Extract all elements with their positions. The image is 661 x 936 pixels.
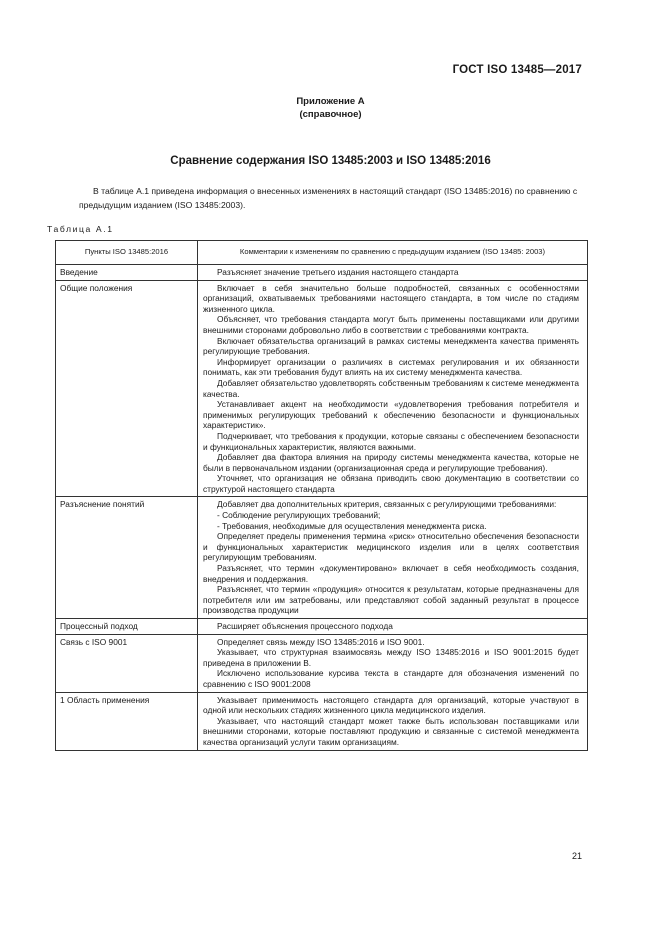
annex-subtitle: (справочное) [299, 109, 362, 120]
comment-paragraph: Добавляет обязательство удовлетворять собственным требованиям к системе менеджмента качества. [203, 377, 579, 399]
comment-paragraph: Включает в себя значительно больше подробностей, связанных с особенностями организаций, охватываемых требованиями настоящего стандарта, в том числе по стадиям жизненного цикла. [203, 282, 579, 314]
comment-paragraph: Объясняет, что требования стандарта могут быть применены поставщиками или другими внешними сторонами добровольно либо в соответствии с требованиями контракта. [203, 314, 579, 335]
comment-paragraph: Расширяет объяснения процессного подхода [217, 621, 393, 631]
header-comments: Комментарии к изменениям по сравнению с предыдущим изданием (ISO 13485: 2003) [198, 241, 588, 265]
comment-paragraph: Добавляет два фактора влияния на природу системы менеджмента качества, которые не были в первоначальном издании (организационная среда и регулирующие требования). [203, 452, 579, 473]
table-row [56, 497, 588, 619]
table-header-row [56, 241, 588, 265]
clause-cell: Введение [56, 265, 198, 281]
comment-paragraph: - Соблюдение регулирующих требований; [217, 510, 381, 521]
intro-paragraph: В таблице А.1 приведена информация о внесенных изменениях в настоящий стандарт (ISO 13485:2016) по сравнению с предыдущим изданием (ISO 13485:2003). [79, 186, 578, 210]
comparison-table [55, 240, 588, 751]
table-row [56, 265, 588, 281]
table-row [56, 619, 588, 635]
comment-paragraph: Информирует организации о различиях в системах регулирования и их обязанности понимать, как эти требования будут влиять на их систему менеджмента качества. [203, 356, 579, 378]
header-clauses: Пункты ISO 13485:2016 [56, 241, 198, 265]
table-row [56, 280, 588, 497]
comment-paragraph: Определяет связь между ISO 13485:2016 и ISO 9001. [217, 636, 425, 647]
table-caption: Таблица А.1 [47, 224, 114, 234]
annex-heading [0, 95, 661, 121]
comments-cell [198, 619, 588, 635]
clause-cell: Связь с ISO 9001 [56, 634, 198, 692]
table-row [56, 692, 588, 750]
comment-paragraph: Указывает применимость настоящего стандарта для организаций, которые участвуют в одной или нескольких стадиях жизненного цикла медицинского изделия. [203, 694, 579, 716]
comment-paragraph: Указывает, что настоящий стандарт может также быть использован поставщиками или внешними сторонами, которые поставляют продукцию и связанные с системой менеджмента качества организаций услуги таким организациям. [203, 715, 579, 747]
comments-cell [198, 265, 588, 281]
section-title: Сравнение содержания ISO 13485:2003 и ISO 13485:2016 [170, 155, 491, 167]
comment-paragraph: Уточняет, что организация не обязана приводить свою документацию в соответствии со структурой настоящего стандарта [203, 473, 579, 494]
clause-cell: Общие положения [56, 280, 198, 497]
comment-paragraph: Разъясняет значение третьего издания настоящего стандарта [217, 267, 459, 277]
clause-cell: 1 Область применения [56, 692, 198, 750]
comments-cell [198, 692, 588, 750]
comment-paragraph: Включает обязательства организаций в рамках системы менеджмента качества применять регулирующие требования. [203, 335, 579, 357]
comment-paragraph: Определяет пределы применения термина «риск» относительно обеспечения безопасности и функциональных характеристик медицинского изделия или в целях соответствия регулирующим требованиям. [203, 531, 579, 563]
comments-cell [198, 280, 588, 497]
standard-designation: ГОСТ ISO 13485—2017 [452, 64, 582, 76]
comment-paragraph: Разъясняет, что термин «продукция» относится к результатам, которые предназначены для потребителя или им затребованы, или представляют собой заданный результат в процессе производства продукции [203, 584, 579, 616]
table-row [56, 634, 588, 692]
clause-cell: Процессный подход [56, 619, 198, 635]
comments-cell [198, 497, 588, 619]
comment-paragraph: Устанавливает акцент на необходимости «удовлетворения требования потребителя и применимых регулирующих требований к обеспечению безопасности и функциональных характеристик». [203, 399, 579, 431]
annex-title: Приложение А [296, 96, 365, 107]
comment-paragraph: Исключено использование курсива текста в стандарте для обозначения изменений по сравнению с ISO 9001:2008 [203, 668, 579, 689]
clause-cell: Разъяснение понятий [56, 497, 198, 619]
comment-paragraph: Добавляет два дополнительных критерия, связанных с регулирующими требованиями: [217, 499, 557, 510]
comment-paragraph: Указывает, что структурная взаимосвязь между ISO 13485:2016 и ISO 9001:2015 будет приведена в приложении В. [203, 647, 579, 668]
page-number: 21 [571, 851, 582, 861]
comment-paragraph: Подчеркивает, что требования к продукции, которые связаны с обеспечением безопасности и функциональных характеристик, являются важными. [203, 430, 579, 452]
table-body [56, 265, 588, 751]
comments-cell [198, 634, 588, 692]
comment-paragraph: - Требования, необходимые для осуществления менеджмента риска. [217, 520, 487, 531]
comment-paragraph: Разъясняет, что термин «документировано» включает в себя необходимость создания, внедрения и поддержания. [203, 563, 579, 584]
